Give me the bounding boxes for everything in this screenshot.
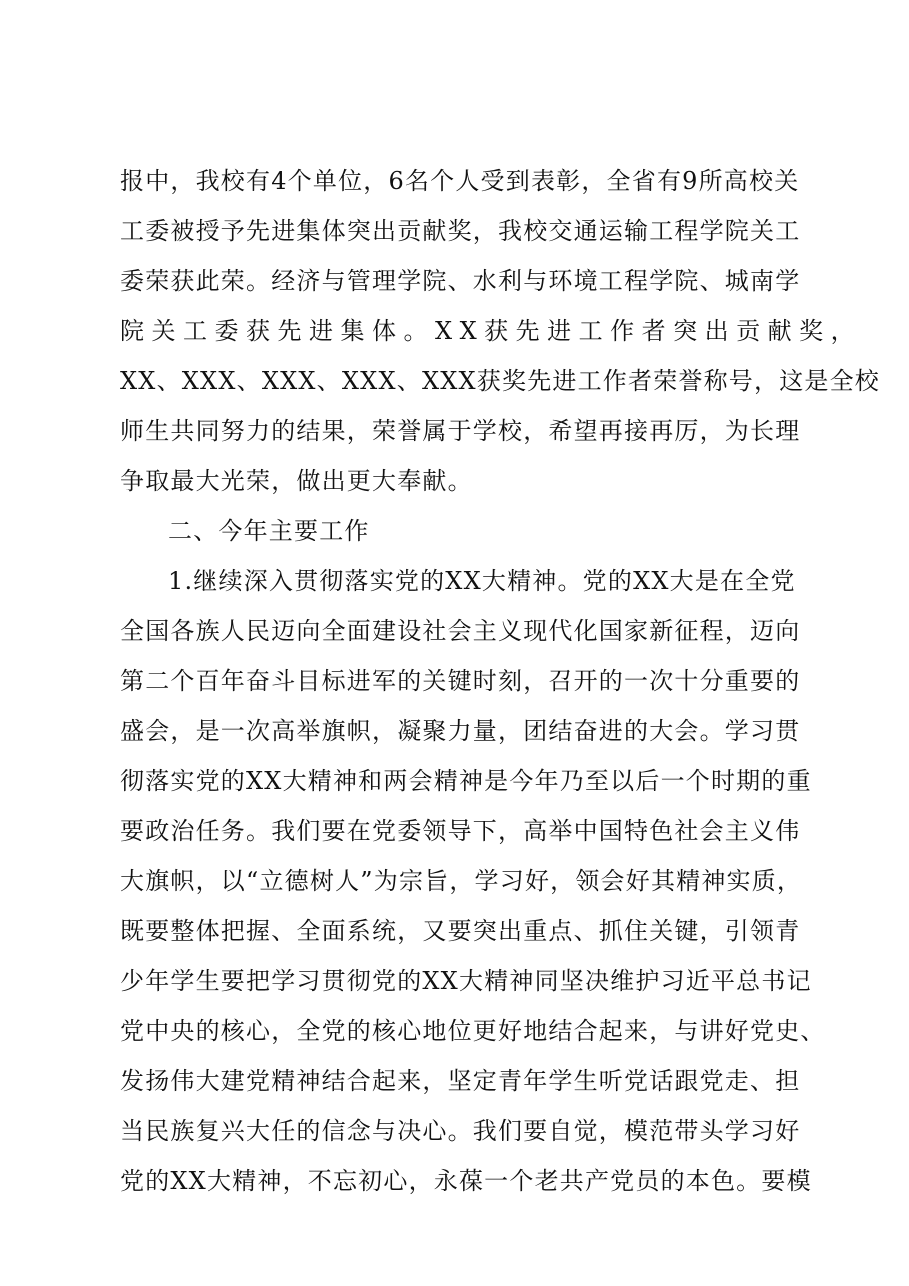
section-heading: 二、今年主要工作 xyxy=(168,517,370,545)
text-line-20: 当民族复兴大任的信念与决心。我们要自觉，模范带头学习好 xyxy=(120,1117,801,1145)
text-line-3: 委荣获此荣。经济与管理学院、水利与环境工程学院、城南学 xyxy=(120,267,801,295)
text-line-5: XX、XXX、XXX、XXX、XXX获奖先进工作者荣誉称号，这是全校 xyxy=(120,367,881,395)
text-line-12: 盛会，是一次高举旗帜，凝聚力量，团结奋进的大会。学习贯 xyxy=(120,717,801,745)
text-line-14: 要政治任务。我们要在党委领导下，高举中国特色社会主义伟 xyxy=(120,817,801,845)
text-line-11: 第二个百年奋斗目标进军的关键时刻，召开的一次十分重要的 xyxy=(120,667,801,695)
text-line-10: 全国各族人民迈向全面建设社会主义现代化国家新征程，迈向 xyxy=(120,617,801,645)
text-line-16: 既要整体把握、全面系统，又要突出重点、抓住关键，引领青 xyxy=(120,917,801,945)
text-line-13: 彻落实党的XX大精神和两会精神是今年乃至以后一个时期的重 xyxy=(120,767,812,795)
text-line-2: 工委被授予先进集体突出贡献奖，我校交通运输工程学院关工 xyxy=(120,217,801,245)
text-line-18: 党中央的核心，全党的核心地位更好地结合起来，与讲好党史、 xyxy=(120,1017,826,1045)
text-line-15: 大旗帜，以“立德树人”为宗旨，学习好，领会好其精神实质， xyxy=(120,867,803,895)
text-line-1: 报中，我校有4个单位，6名个人受到表彰，全省有9所高校关 xyxy=(120,167,800,195)
text-line-6: 师生共同努力的结果，荣誉属于学校，希望再接再厉，为长理 xyxy=(120,417,801,445)
text-line-9: 1.继续深入贯彻落实党的XX大精神。党的XX大是在全党 xyxy=(168,567,796,595)
text-line-21: 党的XX大精神，不忘初心，永葆一个老共产党员的本色。要模 xyxy=(120,1167,812,1195)
text-line-19: 发扬伟大建党精神结合起来，坚定青年学生听党话跟党走、担 xyxy=(120,1067,801,1095)
text-line-4: 院关工委获先进集体。XX获先进工作者突出贡献奖， xyxy=(120,317,863,345)
text-line-7: 争取最大光荣，做出更大奉献。 xyxy=(120,467,473,495)
text-line-17: 少年学生要把学习贯彻党的XX大精神同坚决维护习近平总书记 xyxy=(120,967,812,995)
